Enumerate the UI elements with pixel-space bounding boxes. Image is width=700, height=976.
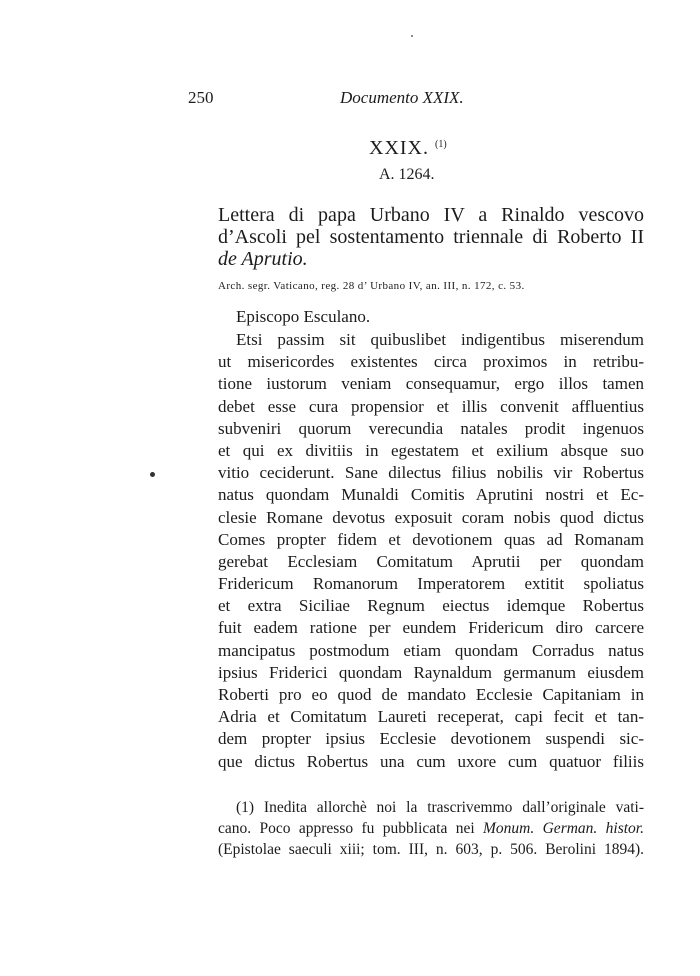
document-heading — [218, 203, 644, 271]
footnote-line: (Epistolae saeculi xiii; tom. III, n. 603, p. 506. Berolini 1894). — [218, 841, 644, 858]
body-line: mancipatus postmodum etiam quondam Corradus natus — [218, 640, 644, 660]
footnote-italic-citation: Monum. German. histor. — [483, 820, 644, 837]
document-number — [369, 137, 447, 160]
page-speck — [411, 35, 413, 37]
archive-reference: Arch. segr. Vaticano, reg. 28 d’ Urbano IV, an. III, n. 172, c. 53. — [218, 280, 525, 292]
body-line: fuit eadem ratione per eundem Fridericum diro carcere — [218, 618, 644, 638]
salutation: Episcopo Esculano. — [236, 307, 371, 326]
body-line: gerebat Ecclesiam Comitatum Aprutii per quondam — [218, 551, 644, 571]
body-line: ipsius Friderici quondam Raynaldum germanum eiusdem — [218, 662, 644, 682]
footnote — [218, 797, 644, 860]
running-head — [188, 88, 482, 110]
document-year: A. 1264. — [379, 166, 435, 183]
document-number-text: XXIX. — [369, 137, 429, 159]
heading-line: Lettera di papa Urbano IV a Rinaldo vescovo — [218, 204, 644, 226]
page-number: 250 — [188, 88, 214, 107]
body-line: subveniri quorum verecundia natales prodit ingenuos — [218, 418, 644, 438]
body-line: Etsi passim sit quibuslibet indigentibus miserendum — [236, 330, 644, 349]
letter-body — [218, 329, 644, 773]
footnote-line — [218, 818, 644, 839]
running-title: Documento XXIX. — [340, 88, 464, 107]
body-line: clesie Romane devotus exposuit coram nobis quod dictus — [218, 507, 644, 527]
body-line: tione iustorum veniam consequamur, ergo illos tamen — [218, 374, 644, 394]
body-line: que dictus Robertus una cum uxore cum quatuor filiis — [218, 751, 644, 771]
footnote-line: (1) Inedita allorchè noi la trascrivemmo dall’originale vati- — [236, 799, 644, 816]
body-line: debet esse cura propensior et illis convenit affluentius — [218, 396, 644, 416]
body-line: Fridericum Romanorum Imperatorem extitit spoliatus — [218, 574, 644, 594]
body-line: natus quondam Munaldi Comitis Aprutini nostri et Ec- — [218, 485, 644, 505]
footnote-reference: (1) — [435, 139, 447, 150]
margin-dot — [150, 472, 155, 477]
footnote-text: cano. Poco appresso fu pubblicata nei — [218, 820, 475, 837]
body-line: Adria et Comitatum Laureti receperat, capi fecit et tan- — [218, 707, 644, 727]
heading-line: d’Ascoli pel sostentamento triennale di Roberto II — [218, 226, 644, 249]
body-line: vitio ceciderunt. Sane dilectus filius nobilis vir Robertus — [218, 463, 644, 483]
body-line: Comes propter fidem et devotionem quas ad Romanam — [218, 529, 644, 549]
heading-italic-line: de Aprutio. — [218, 248, 308, 271]
body-line: et extra Siciliae Regnum eiectus idemque Robertus — [218, 596, 644, 616]
body-line: et qui ex divitiis in egestatem et exilium absque suo — [218, 440, 644, 460]
body-line: ut misericordes existentes circa proximos in retribu- — [218, 352, 644, 372]
body-line: Roberti pro eo quod de mandato Ecclesie Capitaniam in — [218, 685, 644, 704]
body-line: dem propter ipsius Ecclesie devotionem suspendi sic- — [218, 729, 644, 749]
